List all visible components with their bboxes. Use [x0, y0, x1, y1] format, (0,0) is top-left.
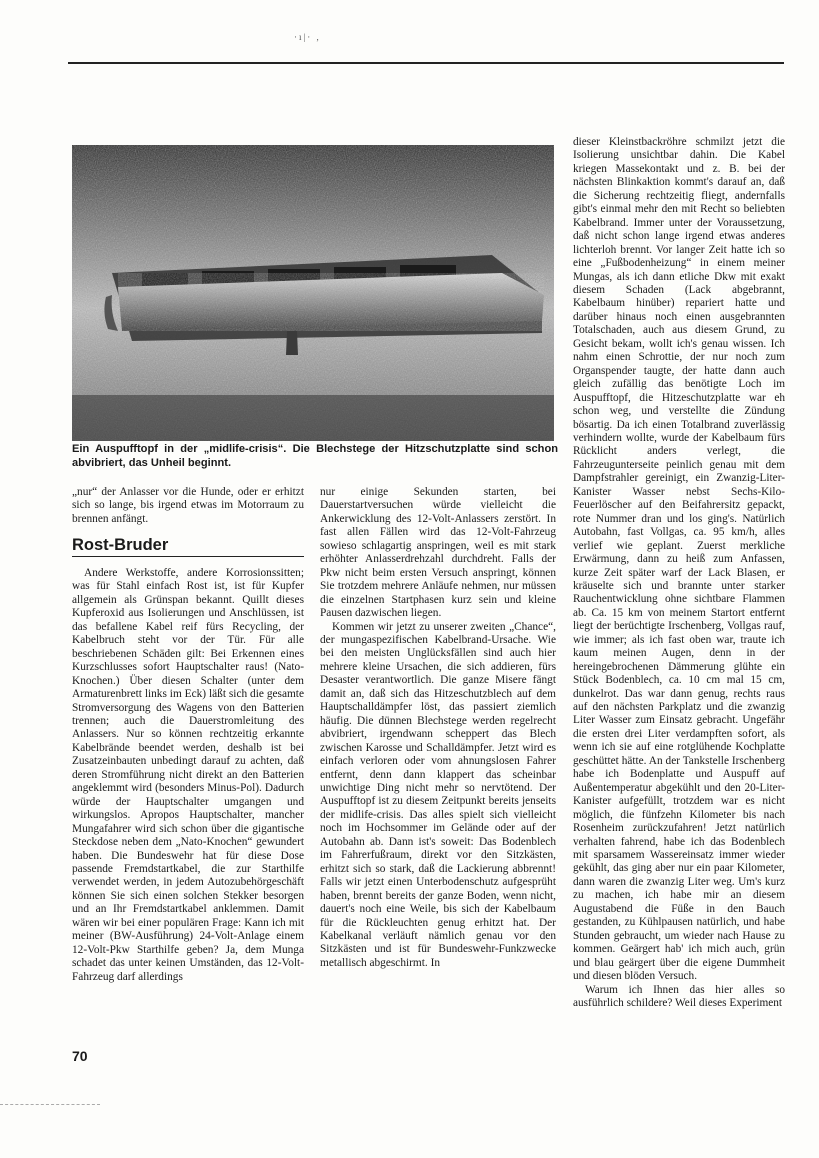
- page-number: 70: [72, 1048, 88, 1064]
- figure-caption: Ein Auspufftopf in der „midlife-crisis“. Die Blechstege der Hitzschutzplatte sind schon abvibriert, das Unheil beginnt.: [72, 443, 558, 469]
- exhaust-photo: [72, 145, 554, 441]
- paragraph: Kommen wir jetzt zu unserer zweiten „Chance“, der mungaspezifischen Kabelbrand-Ursache. Wie bei den meisten Unglücksfällen sind auch hier mehrere kleine Ursachen, die sich addieren, fürs Desaster verantwortlich. Die ganze Misere fängt damit an, daß sich das Hitzeschutzblech auf dem Hauptschalldämpfer löst, das passiert ziemlich häufig. Die dünnen Blechstege werden regelrecht abvibriert, irgendwann scheppert das Blech zwischen Karosse und Schalldämpfer. Jetzt wird es einfach verloren oder vom ahnungslosen Fahrer entfernt, denn dann klappert das scheinbar unwichtige Ding nicht mehr so nervtötend. Der Auspufftopf ist zu diesem Zeitpunkt bereits jenseits der midlife-crisis. Das alles spielt sich vielleicht noch im Hochsommer im Gelände oder auf der Autobahn ab. Dann ist's soweit: Das Bodenblech im Fahrerfußraum, direkt vor den Sitzkästen, erhitzt sich so stark, daß die Lackierung abbrennt! Falls wir jetzt einen Unterbodenschutz aufgesprüht haben, brennt bereits der ganze Boden, wenn nicht, dauert's noch eine Weile, bis sich der Kabelbaum für die Rückleuchten genug erhitzt hat. Der Kabelkanal verläuft nämlich genau vor den Sitzkästen und ist für Bundeswehr-Funkzwecke metallisch abgeschirmt. In: [320, 620, 556, 969]
- paragraph: „nur“ der Anlasser vor die Hunde, oder er erhitzt sich so lange, bis irgend etwas im Motorraum zu brennen anfängt.: [72, 486, 304, 525]
- article-column-1: [72, 567, 304, 984]
- article-column-2: [320, 486, 556, 970]
- scan-edge-line: [0, 1104, 100, 1105]
- section-heading: Rost-Bruder: [72, 536, 169, 554]
- page-top-mark: ·ı|· ,: [294, 32, 321, 42]
- paragraph: nur einige Sekunden starten, bei Dauerstartversuchen würde vielleicht die Ankerwicklung des 12-Volt-Anlassers zerstört. In fast allen Fällen wird das 12-Volt-Fahrzeug sowieso schlagartig anspringen, weil es mit stark erhöhter Anlasserdrehzahl durchdreht. Falls der Pkw nicht beim ersten Versuch anspringt, können Sie trotzdem mehrere Anläufe nehmen, nur müssen die einzelnen Startphasen kurz sein und kleine Pausen dazwischen liegen.: [320, 486, 556, 620]
- paragraph: Andere Werkstoffe, andere Korrosionssitten; was für Stahl einfach Rost ist, ist für Kupfer allgemein als Grünspan bekannt. Quillt dieses Kupferoxid aus Isolierungen und Anschlüssen, ist das befallene Kabel reif fürs Recycling, der Kabelbruch steht vor der Tür. Für alle beschriebenen Schäden gilt: Bei Erkennen eines Kurzschlusses sofort Hauptschalter raus! (Nato-Knochen.) Über diesen Schalter (unter dem Armaturenbrett links im Eck) läßt sich die gesamte Stromversorgung des Wagens von den Batterien trennen; auch die Dauerstromleitung des Anlassers. Nur so können rechtzeitig erkannte Kabelbrände beendet werden, deshalb ist bei Zusatzeinbauten unbedingt darauf zu achten, daß deren Stromführung nicht direkt an den Batterien angeklemmt wird (besonders Minus-Pol). Dadurch würde der Hauptschalter umgangen und wirkungslos. Apropos Hauptschalter, mancher Mungafahrer wird sich schon über die gigantische Steckdose neben dem „Nato-Knochen“ gewundert haben. Die Bundeswehr hat für diese Dose passende Fremdstartkabel, die zur Starthilfe verwendet werden, in jedem Autozubehörgeschäft können Sie sich einen solchen Stekker besorgen und an Ihr Fremdstartkabel anklemmen. Damit wären wir bei einer populären Frage: Kann ich mit meiner (BW-Ausführung) 24-Volt-Anlage einem 12-Volt-Pkw Starthilfe geben? Ja, dem Munga schadet das unter keinen Umständen, das 12-Volt-Fahrzeug darf allerdings: [72, 567, 304, 983]
- paragraph: Warum ich Ihnen das hier alles so ausführlich schildere? Weil dieses Experiment: [573, 983, 785, 1009]
- article-column-3: [573, 136, 785, 1010]
- paragraph: dieser Kleinstbackröhre schmilzt jetzt die Isolierung unsichtbar dahin. Die Kabel kriegen Massekontakt und z. B. bei der nächsten Blinkaktion kommt's darauf an, daß die Sicherung rechtzeitig fliegt, andernfalls gibt's einmal mehr den mit Recht so beliebten Kabelbrand. Immer unter der Voraussetzung, daß nicht schon lange irgend etwas anderes lichterloh brennt. Vor langer Zeit hatte ich so eine „Fußbodenheizung“ in einem meiner Mungas, als ich dann etliche Dkw mit exakt diesem Schaden (Lack abgebrannt, Kabelbaum hinüber) repariert hatte und darüber hinaus noch einen ausgebrannten Totalschaden, auch aus diesem Grund, zu Gesicht bekam, wollt ich's genau wissen. Ich nahm einen Schrottie, der nur noch zum Organspender taugte, der hatte dann auch gleich zufällig das benötigte Loch im Auspufftopf, die Hitzeschutzplatte war eh schon weg, und verstellte die Zündung bösartig. Da ich einen Totalbrand zuverlässig verhindern wollte, wurde der Kabelbaum fürs Rücklicht anders verlegt, die Fahrzeugunterseite peinlich genau mit dem Dampfstrahler gereinigt, ein Zwanzig-Liter-Kanister Wasser nebst Sechs-Kilo-Feuerlöscher auf den Beifahrersitz gepackt, rote Nummer dran und los ging's. Natürlich Autobahn, fast Vollgas, ca. 95 km/h, alles verlief wie geplant. Zuerst merkliche Erwärmung, dann zu heiß zum Anfassen, kurze Zeit später warf der Lack Blasen, er kräuselte sich und brannte unter starker Rauchentwicklung ohne sichtbare Flammen ab. Ca. 15 km von meinem Startort entfernt liegt der berüchtigte Irschenberg, Vollgas rauf, wie immer; als ich fast oben war, traute ich kaum meinen Augen, denn in der hereingebrochenen Dämmerung glühte ein Stück Bodenblech, ca. 10 cm mal 15 cm, dunkelrot. Das war dann genug, rechts raus auf den nächsten Parkplatz und die zwanzig Liter Wasser zum Einsatz gebracht. Ungefähr die ersten drei Liter verdampften sofort, als wenn ich sie auf eine rotglühende Kochplatte geschüttet hätte. An der Tankstelle Irschenberg habe ich Bodenplatte und Auspuff auf Außentemperatur abgekühlt und den 20-Liter-Kanister aufgefüllt, trotzdem war es nicht möglich, die fünfzehn Kilometer bis nach Rosenheim zurückzufahren! Jetzt natürlich verhalten fahrend, habe ich das Bodenblech mit sparsamem Wassereinsatz immer wieder gekühlt, das ging aber nur ein paar Kilometer, dann waren die zwanzig Liter weg. Um's kurz zu machen, ich habe mir an diesem Augustabend die Füße in den Bauch gestanden, zu Kühlpausen natürlich, und habe Stunden gebraucht, um wieder nach Hause zu kommen. Geärgert hab' ich mich auch, grün und blau geärgert über die eigene Dummheit und diesen blöden Versuch.: [573, 136, 785, 983]
- article-column-1-top: [72, 486, 304, 526]
- heading-rule: [72, 556, 304, 557]
- header-rule: [68, 62, 784, 64]
